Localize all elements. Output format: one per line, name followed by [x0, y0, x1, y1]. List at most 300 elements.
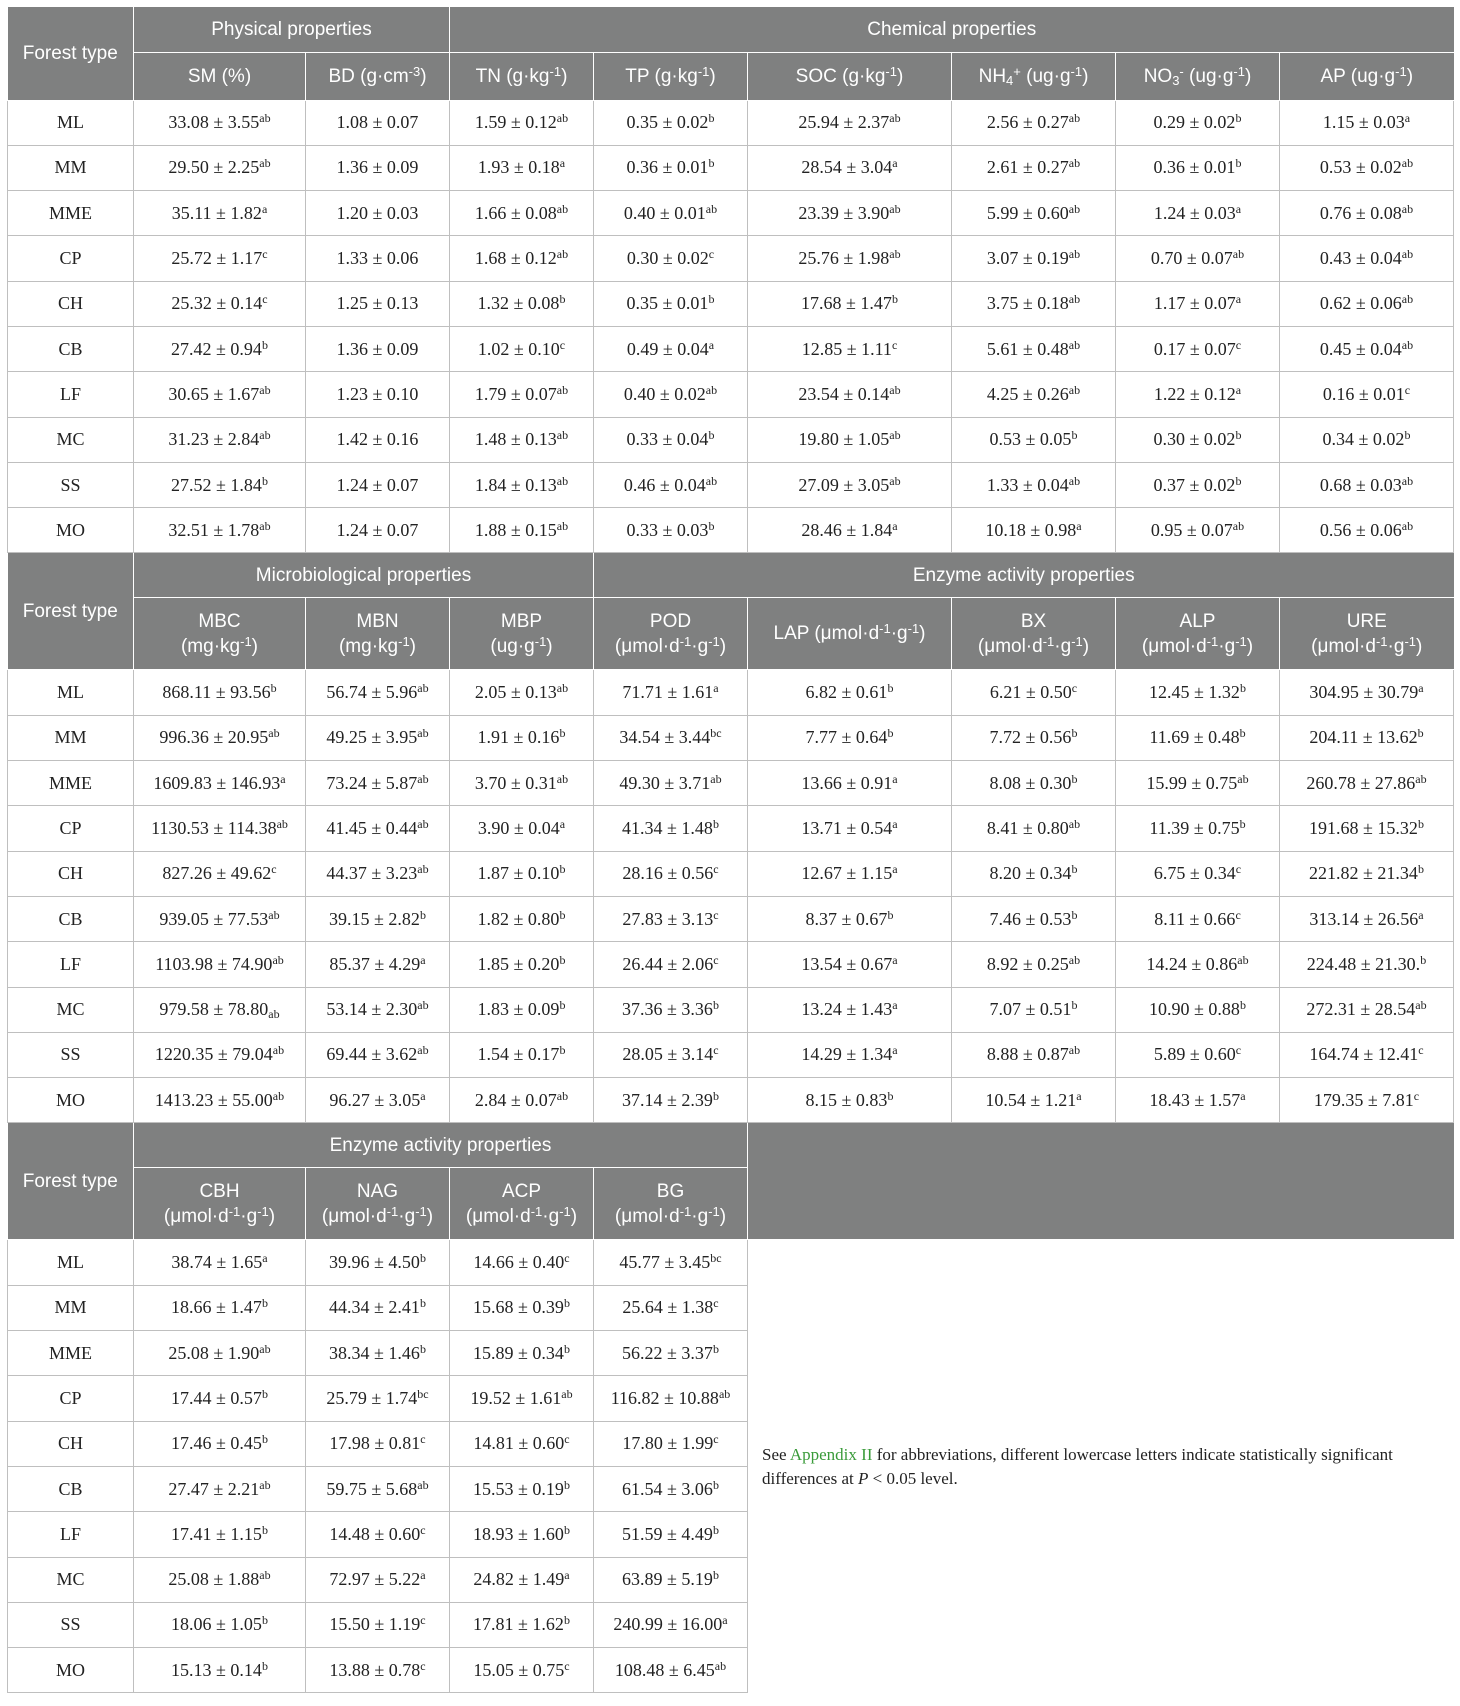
cell-letter: b: [559, 952, 566, 967]
table-cell: [594, 851, 748, 896]
section2-body: [8, 670, 1454, 1123]
cell-letter: b: [887, 681, 894, 696]
header-superscript: -1: [1395, 63, 1407, 79]
table-cell: [134, 236, 306, 281]
table-cell: [450, 715, 594, 760]
cell-letter: a: [280, 771, 286, 786]
header-superscript: -: [1179, 63, 1184, 79]
cell-letter: c: [1235, 337, 1242, 352]
table-cell: [450, 1078, 594, 1123]
cell-value: 191.68 ± 15.32: [1309, 818, 1418, 838]
cell-value: 8.08 ± 0.30: [989, 772, 1072, 793]
forest-type-cell: CH: [8, 281, 134, 326]
cell-value: 0.46 ± 0.04: [623, 474, 706, 495]
table-cell: [450, 508, 594, 553]
cell-value: 34.54 ± 3.44: [619, 727, 711, 748]
table-cell: [1116, 281, 1280, 326]
table-cell: [594, 1512, 748, 1557]
cell-value: 19.52 ± 1.61: [470, 1387, 562, 1408]
table-cell: [748, 896, 952, 941]
table-cell: [748, 281, 952, 326]
cell-value: 25.94 ± 2.37: [798, 112, 890, 133]
footnote: [748, 1240, 1454, 1693]
cell-letter: a: [892, 952, 898, 967]
table-cell: [1116, 145, 1280, 190]
table-cell: [450, 896, 594, 941]
table-cell: [1280, 100, 1454, 145]
table-cell: [594, 987, 748, 1032]
table-cell: [952, 191, 1116, 236]
table-cell: [748, 145, 952, 190]
table-cell: [306, 326, 450, 371]
forest-type-cell: MME: [8, 191, 134, 236]
table-row: [8, 670, 1454, 715]
header-subscript: 3: [1172, 72, 1180, 88]
header-text: ·g: [1218, 635, 1236, 657]
cell-letter: ab: [1068, 952, 1081, 967]
cell-value: 13.24 ± 1.43: [801, 999, 893, 1020]
cell-letter: b: [1071, 998, 1078, 1013]
column-header: [450, 598, 594, 670]
cell-letter: b: [419, 1251, 426, 1266]
cell-value: 27.09 ± 3.05: [798, 474, 890, 495]
cell-value: 1.24 ± 0.07: [336, 519, 419, 540]
table-cell: [306, 1466, 450, 1511]
table-cell: [450, 1285, 594, 1330]
cell-letter: b: [1071, 726, 1078, 741]
footnote-text: for abbreviations, different lowercase letters indicate statistically significant differences at: [762, 1444, 1393, 1488]
forest-type-cell: LF: [8, 942, 134, 987]
cell-letter: ab: [1068, 292, 1081, 307]
column-header: [594, 598, 748, 670]
header-superscript: -1: [240, 633, 252, 649]
cell-value: 5.61 ± 0.48: [986, 338, 1069, 359]
cell-letter: a: [559, 817, 566, 831]
cell-value: 72.97 ± 5.22: [329, 1569, 421, 1590]
table-cell: [1280, 145, 1454, 190]
cell-letter: ab: [1068, 201, 1081, 216]
cell-letter: c: [1071, 681, 1078, 696]
cell-letter: b: [563, 1522, 570, 1537]
cell-letter: a: [892, 156, 898, 171]
cell-value: 37.14 ± 2.39: [622, 1089, 713, 1110]
forest-type-header: Forest type: [8, 553, 134, 670]
forest-type-cell: LF: [8, 372, 134, 417]
cell-letter: b: [419, 1341, 426, 1356]
cell-letter: c: [420, 1658, 426, 1673]
cell-value: 0.34 ± 0.02: [1322, 429, 1405, 450]
table-cell: [952, 236, 1116, 281]
cell-value: 7.77 ± 0.64: [805, 727, 888, 748]
table-cell: [594, 145, 748, 190]
cell-letter: ab: [556, 247, 569, 262]
cell-letter: ab: [705, 473, 718, 488]
cell-letter: b: [712, 1088, 719, 1103]
forest-type-cell: MC: [8, 987, 134, 1032]
cell-letter: c: [891, 337, 898, 352]
cell-value: 939.05 ± 77.53: [159, 908, 269, 929]
data-table: [7, 7, 1454, 1693]
cell-value: 1.84 ± 0.13: [474, 474, 557, 495]
cell-letter: a: [1076, 1088, 1082, 1103]
cell-value: 1.17 ± 0.07: [1153, 293, 1236, 314]
table-cell: [450, 1331, 594, 1376]
cell-letter: ab: [276, 817, 288, 831]
cell-value: 18.43 ± 1.57: [1149, 1089, 1241, 1110]
table-cell: [450, 372, 594, 417]
cell-value: 0.53 ± 0.02: [1319, 157, 1402, 178]
cell-letter: b: [261, 473, 268, 488]
cell-letter: b: [1071, 428, 1078, 443]
cell-value: 8.37 ± 0.67: [805, 908, 888, 929]
cell-value: 71.71 ± 1.61: [622, 682, 714, 703]
cell-value: 10.18 ± 0.98: [985, 519, 1077, 540]
table-row: [8, 1032, 1454, 1077]
header-text: ·g: [240, 1205, 258, 1227]
cell-letter: ab: [1232, 518, 1245, 533]
section1-column-header: [8, 52, 1454, 100]
table-cell: [1280, 508, 1454, 553]
cell-letter: c: [420, 1613, 426, 1628]
table-cell: [748, 942, 952, 987]
header-text: MBP: [500, 610, 543, 632]
footnote-p: P: [857, 1468, 869, 1488]
cell-letter: ab: [710, 771, 722, 786]
table-cell: [1280, 670, 1454, 715]
cell-value: 29.50 ± 2.25: [168, 157, 260, 178]
table-cell: [748, 1032, 952, 1077]
cell-letter: a: [892, 862, 898, 877]
cell-letter: b: [563, 1613, 570, 1628]
table-cell: [748, 100, 952, 145]
cell-value: 17.41 ± 1.15: [171, 1523, 262, 1544]
header-text: (μmol·d: [614, 635, 680, 657]
column-header: [1280, 52, 1454, 100]
cell-value: 1103.98 ± 74.90: [155, 953, 273, 974]
header-text: URE: [1346, 610, 1387, 632]
table-cell: [306, 236, 450, 281]
column-header: [1116, 52, 1280, 100]
cell-letter: ab: [272, 1043, 285, 1058]
cell-value: 304.95 ± 30.79: [1309, 682, 1419, 703]
cell-letter: b: [559, 1043, 566, 1058]
table-cell: [306, 1032, 450, 1077]
cell-letter: ab: [1415, 771, 1427, 786]
header-superscript: -1: [549, 63, 562, 79]
physical-properties-header: Physical properties: [134, 7, 450, 52]
table-cell: [306, 1285, 450, 1330]
header-text: (mg·kg: [180, 635, 241, 657]
header-text: (μmol·d: [163, 1205, 229, 1227]
cell-value: 14.29 ± 1.34: [801, 1044, 893, 1065]
header-text: NH: [978, 65, 1007, 87]
cell-letter: ab: [1401, 473, 1414, 488]
header-superscript: -1: [697, 63, 710, 79]
table-cell: [306, 100, 450, 145]
cell-value: 1.42 ± 0.16: [336, 429, 419, 450]
cell-letter: b: [563, 1296, 570, 1311]
header-text: ·g: [691, 1205, 709, 1227]
cell-value: 59.75 ± 5.68: [326, 1478, 418, 1499]
table-cell: [594, 191, 748, 236]
table-cell: [594, 1421, 748, 1466]
cell-value: 1.83 ± 0.09: [477, 999, 560, 1020]
cell-letter: ab: [259, 1477, 271, 1492]
table-cell: [1116, 761, 1280, 806]
cell-value: 1220.35 ± 79.04: [154, 1044, 273, 1065]
cell-letter: c: [262, 247, 268, 262]
cell-value: 0.36 ± 0.01: [626, 157, 709, 178]
table-cell: [748, 670, 952, 715]
cell-letter: b: [887, 1088, 894, 1103]
cell-letter: c: [713, 1043, 719, 1058]
cell-letter: a: [892, 771, 898, 786]
forest-type-cell: ML: [8, 1240, 134, 1285]
cell-letter: c: [559, 337, 566, 352]
cell-letter: b: [712, 817, 719, 831]
header-text: AP (ug·g: [1320, 65, 1396, 87]
cell-letter: b: [708, 111, 715, 126]
table-cell: [306, 715, 450, 760]
table-cell: [306, 508, 450, 553]
cell-letter: a: [1240, 1088, 1246, 1103]
table-cell: [306, 1078, 450, 1123]
cell-value: 38.74 ± 1.65: [171, 1252, 263, 1273]
table-cell: [306, 1512, 450, 1557]
table-cell: [1280, 191, 1454, 236]
cell-letter: b: [1239, 726, 1246, 741]
table-cell: [306, 896, 450, 941]
cell-value: 0.56 ± 0.06: [1319, 519, 1402, 540]
cell-letter: ab: [259, 1341, 271, 1356]
cell-value: 1130.53 ± 114.38: [151, 818, 277, 838]
appendix-link[interactable]: Appendix II: [789, 1444, 873, 1464]
cell-letter: a: [708, 337, 715, 352]
cell-value: 1.85 ± 0.20: [477, 953, 560, 974]
table-cell: [1116, 806, 1280, 851]
cell-letter: b: [1239, 817, 1246, 831]
header-text: ·g: [890, 623, 908, 645]
cell-value: 1.82 ± 0.80: [477, 908, 560, 929]
cell-value: 1.24 ± 0.07: [336, 474, 419, 495]
table-cell: [450, 670, 594, 715]
table-cell: [748, 236, 952, 281]
cell-value: 164.74 ± 12.41: [1309, 1044, 1419, 1065]
table-cell: [134, 670, 306, 715]
cell-value: 1.25 ± 0.13: [336, 293, 419, 314]
table-cell: [748, 851, 952, 896]
cell-value: 2.56 ± 0.27: [986, 112, 1069, 133]
cell-letter: ab: [417, 817, 429, 831]
table-cell: [594, 1285, 748, 1330]
cell-letter: ab: [556, 111, 569, 126]
cell-letter: b: [708, 518, 715, 533]
cell-value: 7.72 ± 0.56: [989, 727, 1072, 748]
cell-value: 0.30 ± 0.02: [1153, 429, 1236, 450]
table-cell: [134, 372, 306, 417]
cell-value: 56.74 ± 5.96: [326, 682, 418, 703]
table-cell: [134, 281, 306, 326]
table-row: [8, 417, 1454, 462]
cell-letter: ab: [1401, 518, 1414, 533]
cell-letter: ab: [1068, 1043, 1081, 1058]
cell-value: 0.30 ± 0.02: [626, 248, 709, 269]
cell-value: 0.68 ± 0.03: [1319, 474, 1402, 495]
header-text: (μmol·d: [1311, 635, 1376, 657]
table-cell: [1280, 1078, 1454, 1123]
cell-letter: a: [420, 952, 426, 967]
table-cell: [306, 1602, 450, 1647]
cell-value: 6.21 ± 0.50: [989, 682, 1072, 703]
table-cell: [1280, 372, 1454, 417]
cell-value: 3.07 ± 0.19: [986, 248, 1069, 269]
table-cell: [594, 1376, 748, 1421]
cell-letter: ab: [1237, 952, 1249, 967]
cell-letter: ab: [1068, 382, 1081, 397]
header-text: ): [1406, 65, 1414, 87]
header-superscript: -1: [907, 621, 920, 637]
table-cell: [1280, 806, 1454, 851]
cell-letter: a: [1418, 907, 1424, 922]
cell-value: 0.17 ± 0.07: [1153, 338, 1236, 359]
cell-value: 28.54 ± 3.04: [801, 157, 893, 178]
cell-value: 10.90 ± 0.88: [1149, 999, 1240, 1020]
cell-letter: ab: [417, 1043, 429, 1058]
table-cell: [748, 761, 952, 806]
cell-value: 14.66 ± 0.40: [473, 1252, 565, 1273]
table-cell: [1116, 851, 1280, 896]
cell-value: 18.93 ± 1.60: [473, 1523, 564, 1544]
cell-value: 41.45 ± 0.44: [326, 818, 418, 838]
table-cell: [1280, 1032, 1454, 1077]
table-cell: [952, 761, 1116, 806]
table-cell: [1280, 942, 1454, 987]
cell-value: 1.23 ± 0.10: [336, 383, 419, 404]
section3-body: [8, 1240, 1454, 1693]
table-cell: [594, 1466, 748, 1511]
cell-value: 14.24 ± 0.86: [1146, 953, 1238, 974]
cell-letter: bc: [417, 1386, 429, 1401]
table-cell: [450, 1602, 594, 1647]
cell-value: 37.36 ± 3.36: [622, 999, 713, 1020]
cell-value: 85.37 ± 4.29: [329, 953, 421, 974]
cell-letter: ab: [561, 1386, 573, 1401]
table-cell: [450, 1512, 594, 1557]
forest-type-cell: CP: [8, 806, 134, 851]
cell-value: 0.35 ± 0.02: [626, 112, 709, 133]
table-cell: [748, 462, 952, 507]
table-cell: [594, 326, 748, 371]
cell-letter: b: [708, 156, 715, 171]
header-text: ): [546, 635, 553, 657]
cell-letter: b: [1417, 862, 1424, 877]
cell-value: 12.85 ± 1.11: [801, 338, 892, 359]
cell-value: 15.50 ± 1.19: [329, 1614, 421, 1635]
table-cell: [1280, 851, 1454, 896]
cell-value: 38.34 ± 1.46: [329, 1342, 420, 1363]
table-cell: [134, 417, 306, 462]
cell-value: 1.79 ± 0.07: [474, 383, 557, 404]
header-superscript: -1: [386, 1203, 399, 1219]
cell-value: 17.68 ± 1.47: [801, 293, 892, 314]
table-cell: [134, 1421, 306, 1466]
table-cell: [952, 806, 1116, 851]
cell-letter: ab: [268, 907, 280, 922]
cell-letter: c: [564, 1432, 570, 1447]
table-row: [8, 1240, 1454, 1285]
table-cell: [134, 1602, 306, 1647]
table-cell: [594, 670, 748, 715]
table-cell: [450, 417, 594, 462]
table-cell: [748, 987, 952, 1032]
header-text: (ug·g: [1183, 65, 1234, 87]
cell-value: 17.81 ± 1.62: [473, 1614, 564, 1635]
table-cell: [450, 987, 594, 1032]
forest-type-cell: CH: [8, 851, 134, 896]
cell-letter: ab: [556, 428, 569, 443]
cell-value: 6.82 ± 0.61: [805, 682, 888, 703]
cell-value: 27.83 ± 3.13: [622, 908, 714, 929]
table-cell: [1116, 508, 1280, 553]
table-cell: [952, 851, 1116, 896]
column-header: [952, 598, 1116, 670]
cell-value: 15.13 ± 0.14: [171, 1659, 262, 1680]
table-cell: [594, 1331, 748, 1376]
cell-value: 14.48 ± 0.60: [329, 1523, 421, 1544]
table-cell: [306, 372, 450, 417]
cell-value: 39.96 ± 4.50: [329, 1252, 420, 1273]
table-cell: [952, 1032, 1116, 1077]
cell-value: 15.99 ± 0.75: [1146, 772, 1238, 793]
cell-letter: b: [559, 292, 566, 307]
header-superscript: -1: [1042, 633, 1055, 649]
cell-value: 7.46 ± 0.53: [989, 908, 1072, 929]
cell-value: 17.80 ± 1.99: [622, 1433, 714, 1454]
cell-letter: b: [261, 1296, 268, 1311]
cell-letter: ab: [268, 1007, 280, 1022]
table-cell: [1116, 1078, 1280, 1123]
cell-value: 1.54 ± 0.17: [477, 1044, 560, 1065]
forest-type-cell: MO: [8, 508, 134, 553]
microbiological-properties-header: Microbiological properties: [134, 553, 594, 598]
cell-value: 0.49 ± 0.04: [626, 338, 709, 359]
table-row: [8, 761, 1454, 806]
empty-header-fill: [748, 1123, 1454, 1240]
cell-value: 18.66 ± 1.47: [171, 1297, 262, 1318]
header-superscript: -1: [679, 633, 692, 649]
table-row: [8, 236, 1454, 281]
header-text: LAP (μmol·d: [773, 623, 880, 645]
cell-value: 1.24 ± 0.03: [1153, 202, 1236, 223]
cell-value: 0.53 ± 0.05: [989, 429, 1072, 450]
table-cell: [134, 896, 306, 941]
table-cell: [1280, 761, 1454, 806]
cell-letter: ab: [1401, 247, 1414, 262]
cell-value: 25.79 ± 1.74: [326, 1387, 418, 1408]
footnote-text: < 0.05 level.: [868, 1468, 958, 1488]
cell-value: 1413.23 ± 55.00: [154, 1089, 273, 1110]
header-text: MBC: [198, 610, 241, 632]
table-cell: [450, 942, 594, 987]
cell-value: 979.58 ± 78.80: [159, 999, 269, 1020]
cell-letter: a: [892, 1043, 898, 1058]
forest-type-cell: MM: [8, 145, 134, 190]
table-cell: [450, 1032, 594, 1077]
column-header: [1116, 598, 1280, 670]
table-cell: [594, 462, 748, 507]
table-cell: [1116, 236, 1280, 281]
cell-letter: b: [1239, 681, 1246, 696]
